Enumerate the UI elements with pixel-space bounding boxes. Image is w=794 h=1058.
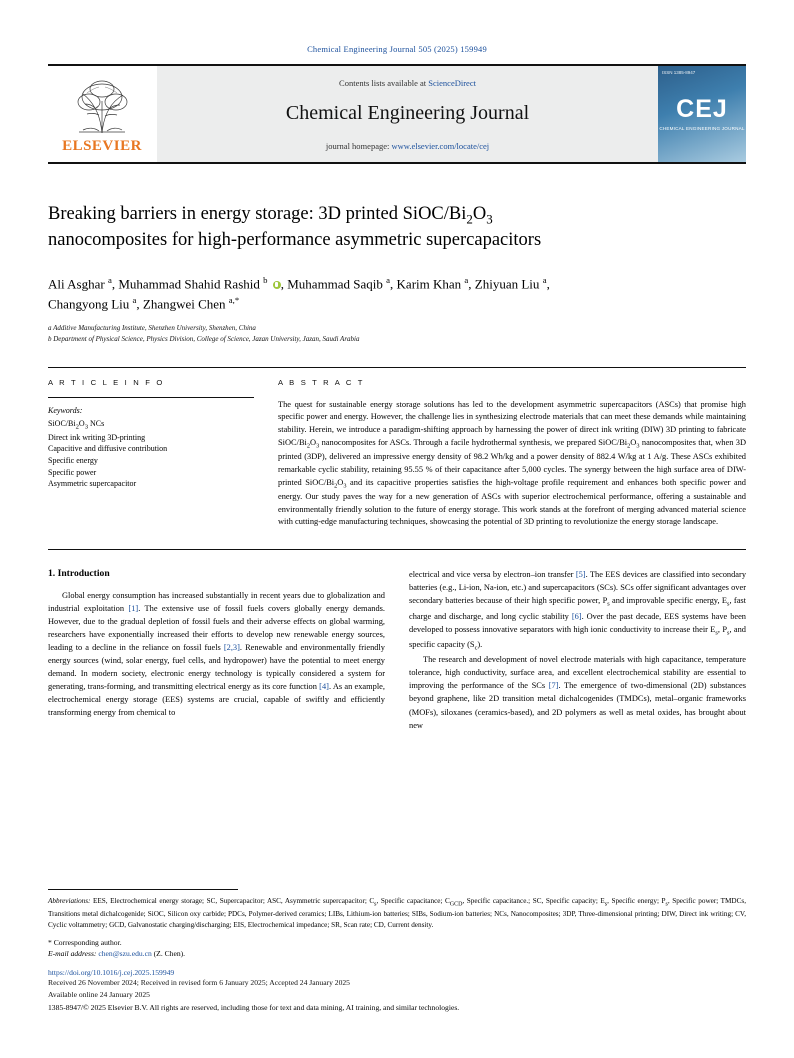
- cover-logo: [659, 94, 745, 132]
- paragraph: The research and development of novel electrode materials with high capacitance, temperature tolerance, high conductivity, surface area, and excellent electrochemical stability are essential to improving the performance of the SCs [7]. The emergence of two-dimensional (2D) substances beyond graphene, like 2D transition metal dichalcogenides (TMDCs), metal–organic frameworks (MOFs), siloxanes (ceramics-based), and 2D polymers as well as metal oxides, has brought about new: [409, 655, 746, 730]
- contents-line: [339, 78, 476, 88]
- article-info-heading: A R T I C L E I N F O: [48, 377, 165, 387]
- paragraph: electrical and vice versa by electron–ion transfer [5]. The EES devices are classified into secondary batteries (e.g., Li-ion, Na-ion, etc.) and supercapacitors (SCs). SCs offer significant advantages over secondary batteries because of their high specific power, $P_s$ and improvable specific energy, $E_s$, fast charge and discharge, and long cyclic stability [6]. Over the past decade, EES systems have been developed to possess innovative separators with high ionic conductivity to increase their $E_s$, $P_s$, and specific capacity $(S_c)$.: [409, 570, 747, 652]
- copyright-line: 1385-8947/© 2025 Elsevier B.V. All rights are reserved, including those for text and data mining, AI training, and similar technologies.: [48, 1003, 460, 1012]
- title-part-mid: O: [472, 204, 487, 224]
- author-list: Ali Asghar $^a$, Muhammad Shahid Rashid $^b$ , Muhammad Saqib $^a$, Karim Khan $^a$, Zhiyuan Liu $^a$, Changyong Liu $^a$, Zhangwei Chen $^{a,*}$: [48, 275, 550, 312]
- keyword-item: Asymmetric supercapacitor: [48, 479, 137, 489]
- journal-masthead: [48, 64, 746, 164]
- keywords-list: [48, 418, 254, 490]
- corresponding-note: * Corresponding author.: [48, 937, 122, 947]
- contents-prefix: Contents lists available at: [339, 77, 429, 88]
- abbreviations: [48, 896, 746, 931]
- homepage-line: [326, 141, 489, 151]
- publication-history: Received 26 November 2024; Received in revised form 6 January 2025; Accepted 24 January 2025: [48, 978, 350, 988]
- info-abstract-block: [48, 367, 746, 530]
- keyword-item: Specific energy: [48, 455, 98, 465]
- abstract-text: The quest for sustainable energy storage solutions has led to the development asymmetric supercapacitors (ASCs) that promise high specific power and energy. However, the challenge lies in synthesizing electrode materials that can meet these demands while maintaining stability. Herein, we introduce a paradigm-shifting approach by harnessing the power of direct ink writing (DIW) 3D printing to fabricate SiOC/$Bi_2O_3$ nanocomposites for ASCs. Through a facile hydrothermal synthesis, we prepared SiOC/$Bi_2O_3$ nanocomposites that, when 3D printed (3DP), delivered an impressive energy density of 98.2 Wh/kg and a power density of 882.4 W/kg at 1 A/g. These ASCs exhibited remarkable cyclic stability, retaining 95.55 % of their capacitance after 5,000 cycles. The synergy between the high surface area of DIW-printed SiOC/$Bi_2O_3$ and its capacitive properties satisfies the high-voltage profile requirement and enhances both specific power and energy. Our study paves the way for a new generation of ASCs with superior electrochemical performance, offering a sustainable and environmentally friendly solution to the future of energy storage. This work stands at the forefront of merging advanced material science with cutting-edge manufacturing techniques, showcasing the potential of 3D printing to revolutionize the energy storage landscape.: [278, 399, 746, 527]
- doi-link-wrapper[interactable]: [48, 968, 746, 977]
- running-head: Chemical Engineering Journal 505 (2025) 159949: [307, 44, 487, 54]
- corresponding-author: [48, 937, 746, 960]
- article-title: [48, 202, 746, 252]
- affiliation-b: b Department of Physical Science, Physics Division, College of Science, Jazan University, Jazan, Saudi Arabia: [48, 334, 360, 343]
- title-part-1: Breaking barriers in energy storage: 3D printed SiOC/Bi: [48, 204, 467, 224]
- elsevier-logo: [48, 66, 156, 162]
- footnote-divider: [48, 889, 238, 890]
- section-heading-introduction: 1. Introduction: [48, 568, 110, 580]
- journal-title: Chemical Engineering Journal: [285, 101, 530, 124]
- body-divider: [48, 549, 746, 550]
- body-columns: [48, 568, 746, 731]
- journal-cover-image: [658, 66, 746, 162]
- affiliations: [48, 323, 746, 345]
- body-column-right: [409, 568, 746, 731]
- keyword-item: Capacitive and diffusive contribution: [48, 444, 168, 454]
- cover-subtitle: CHEMICAL ENGINEERING JOURNAL: [659, 125, 745, 131]
- abstract-heading: A B S T R A C T: [278, 377, 365, 387]
- title-sub-1: 2: [466, 211, 473, 227]
- cover-acronym: CEJ: [676, 94, 728, 123]
- journal-homepage-link[interactable]: www.elsevier.com/locate/cej: [391, 140, 490, 151]
- keyword-item: Specific power: [48, 467, 97, 477]
- abbreviations-text: EES, Electrochemical energy storage; SC, Supercapacitor; ASC, Asymmetric supercapacitor; $C_s$, Specific capacitance; $C_{GCD}$, Specific capacitance.; SC, Specific capacity; $E_s$, Specific energy; $P_s$, Specific power; TMDCs, Transitions metal dichalcogenide; SiOC, Silicon oxy carbide; PDCs, Polymer-derived ceramics; LIBs, Lithium-ion batteries; SIBs, Sodium-ion batteries; NCs, Nanocomposites; 3DP, Three-dimensional printing; DIW, Direct ink writing; CV, Cyclic voltammetry; GCD, Galvanostatic charging/discharging; EIS, Electrochemical impedance; SR, Scan rate; CD, Current density.: [48, 896, 747, 929]
- affiliation-a: a Additive Manufacturing Institute, Shenzhen University, Shenzhen, China: [48, 323, 256, 332]
- email-link[interactable]: chen@szu.edu.cn: [98, 949, 152, 959]
- email-label: E-mail address:: [48, 949, 97, 959]
- title-sub-2: 3: [486, 211, 493, 227]
- article-info-column: [48, 378, 254, 530]
- keyword-item: Direct ink writing 3D-printing: [48, 432, 146, 442]
- abbreviations-label: Abbreviations:: [48, 896, 91, 905]
- keywords-label: Keywords:: [48, 405, 83, 415]
- keywords-divider: [48, 397, 254, 398]
- elsevier-wordmark: ELSEVIER: [62, 138, 142, 154]
- footnote-block: [48, 889, 746, 1012]
- homepage-prefix: journal homepage:: [325, 140, 392, 151]
- sciencedirect-link[interactable]: ScienceDirect: [428, 77, 476, 88]
- elsevier-tree-icon: [65, 75, 139, 137]
- email-line: [48, 948, 746, 959]
- masthead-center: [156, 66, 658, 162]
- orcid-icon[interactable]: [273, 281, 281, 289]
- title-part-2: nanocomposites for high-performance asymmetric supercapacitors: [48, 229, 542, 250]
- body-column-left: [48, 568, 385, 731]
- email-suffix: (Z. Chen).: [151, 949, 186, 959]
- abstract-column: [278, 378, 746, 530]
- doi-link[interactable]: https://doi.org/10.1016/j.cej.2025.159949: [48, 968, 175, 978]
- cover-issn: ISSN 1385-8947: [662, 70, 696, 75]
- keyword-item: SiOC/$Bi_2O_3$ NCs: [48, 418, 105, 431]
- available-online: Available online 24 January 2025: [48, 990, 150, 1000]
- paragraph: Global energy consumption has increased substantially in recent years due to globalization and industrial exploitation [1]. The extensive use of fossil fuels covers globally energy demands. However, due to the gradual depletion of fossil fuels and their adverse effects on global warming, researchers have exponentially increased their efforts to develop new renewable energy sources, leading to a decline in the reliance on fossil fuels [2,3]. Renewable and environmentally friendly energy sources (wind, solar energy, fuel cells, and hydropower) have the potential to meet energy demand. In modern society, electronic energy technology is typically considered a system for generating, trans-forming, and transmitting electrical energy as its core function [4]. As an example, electrochemical energy storage (EES) systems are crucial, capable of swiftly and efficiently transforming energy from chemical to: [48, 591, 385, 718]
